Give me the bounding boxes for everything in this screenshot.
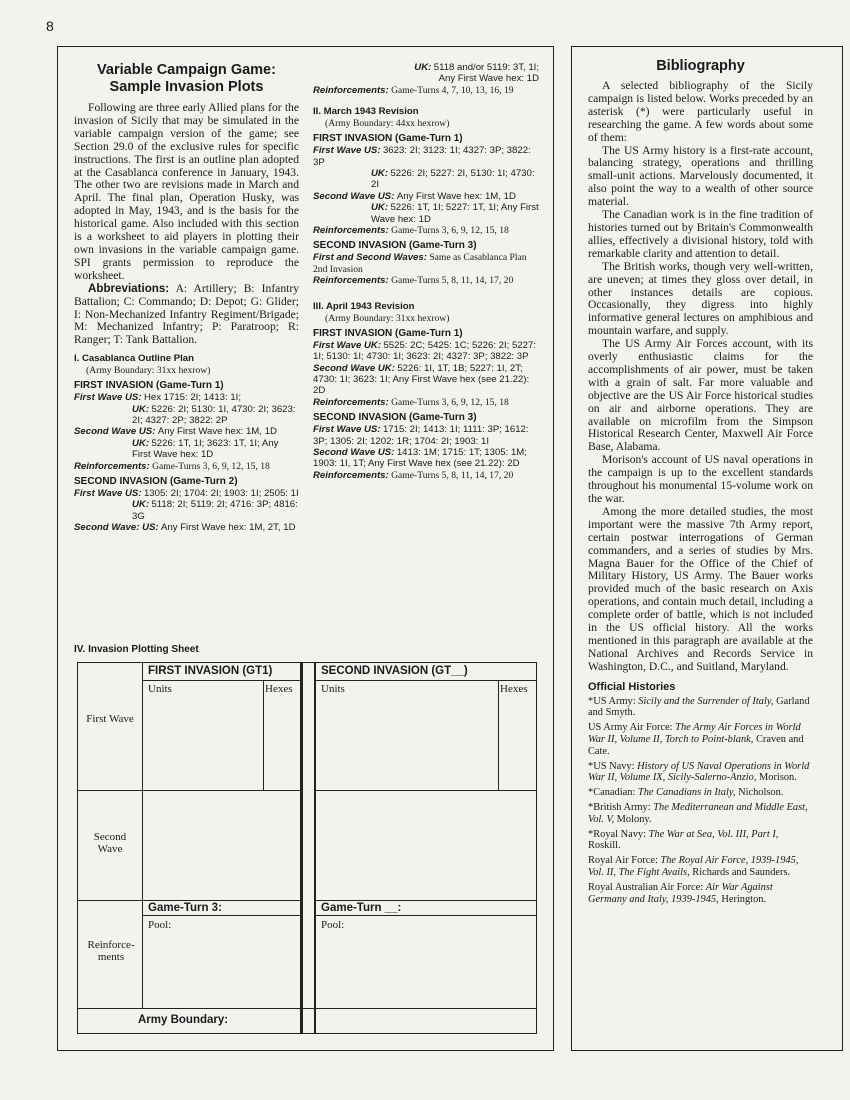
bibliography-entry: *US Army: Sicily and the Surrender of Italy, Garland and Smyth. xyxy=(588,695,810,719)
bibliography-entry: *Canadian: The Canadians in Italy, Nicholson. xyxy=(588,787,784,799)
plan1-s-fw-uk: UK: 5118: 2I; 5119: 2I; 4716: 3P; 4816: 3G xyxy=(132,499,298,522)
sheet-divider xyxy=(316,680,536,681)
sheet-divider xyxy=(314,663,316,1033)
plan1-cont-reinf: Reinforcements: Game-Turns 4, 7, 10, 13, 16, 19 xyxy=(313,84,514,96)
plan3-second-invasion: SECOND INVASION (Game-Turn 3) xyxy=(313,412,477,424)
sheet-divider xyxy=(316,900,536,901)
campaign-title: Variable Campaign Game: Sample Invasion Plots xyxy=(97,62,276,95)
plan1-s-sw: Second Wave: US: Any First Wave hex: 1M, 2T, 1D xyxy=(74,522,296,534)
plotting-sheet xyxy=(77,662,537,1034)
bibliography-entry: *Royal Navy: The War at Sea, Vol. III, Part I, Roskill. xyxy=(588,828,779,852)
plan2-s-reinforcements: Reinforcements: Game-Turns 5, 8, 11, 14, 17, 20 xyxy=(313,275,514,287)
bibliography-entry: Royal Air Force: The Royal Air Force, 1939-1945, Vol. II, The Fight Avails, Richards and Saunders. xyxy=(588,855,799,879)
units-label: Units xyxy=(148,683,172,695)
abbreviations: Abbreviations: A: Artillery; B: Infantry Battalion; C: Commando; D: Depot; G: Glider; I: Non-Mechanized Infantry Regiment/Brigade; M: Mechanized Infantry; P: Paratroop; R: Ranger; T: Tank Battalion. xyxy=(74,281,299,347)
bibliography-title: Bibliography xyxy=(656,58,745,74)
pool-label: Pool: xyxy=(321,919,345,931)
plan1-title: I. Casablanca Outline Plan xyxy=(74,353,194,365)
plan1-fw-uk: UK: 5226: 2I; 5130: 1I, 4730: 2I; 3623: 2I; 4327: 2P; 3822: 2P xyxy=(132,403,296,427)
plan1-s-fw-us: First Wave US: 1305: 2I; 1704: 2I; 1903: 1I; 2505: 1I xyxy=(74,488,299,500)
bibliography-paragraph: The British works, though very well-written, are uneven; at times they gloss over detail, in other instances details are copious. Occasionally, they digress into highly informative general lectures on amphibious and mountain warfare, and supply. xyxy=(588,259,813,338)
sheet-divider xyxy=(316,790,536,791)
page-number: 8 xyxy=(46,18,54,34)
bibliography-entry: Royal Australian Air Force: Air War Against Germany and Italy, 1939-1945, Herington. xyxy=(588,881,773,905)
units-label: Units xyxy=(321,683,345,695)
sheet-divider xyxy=(316,915,536,916)
plan1-cont-uk: UK: 5118 and/or 5119: 3T, 1I; xyxy=(414,62,539,73)
plan1-cont-uk2: Any First Wave hex: 1D xyxy=(438,73,539,85)
sheet-divider xyxy=(142,915,300,916)
plan1-reinforcements: Reinforcements: Game-Turns 3, 6, 9, 12, 15, 18 xyxy=(74,460,270,472)
sheet-divider xyxy=(78,790,300,791)
campaign-column-2 xyxy=(313,62,539,481)
reinforcements-label: Reinforce-ments xyxy=(87,939,135,963)
bibliography-paragraph: Morison's account of US naval operations in the campaign is up to the excellent standards throughout his monumental 15-volume work on the war. xyxy=(588,453,813,505)
plan3-first-invasion: FIRST INVASION (Game-Turn 1) xyxy=(313,327,463,339)
plan3-s-fw-us: First Wave US: 1715: 2I; 1413: 1I; 1111: 3P; 1612: 3P; 1305: 2I; 1202: 1R; 1704: 2I; 1903: 1I xyxy=(313,424,529,447)
bibliography-paragraph: The Canadian work is in the fine tradition of histories turned out by Britain's Commonwealth allies, effectively a divisional history, told with remarkable clarity and attention to detail. xyxy=(588,208,813,260)
plan1-first-invasion: FIRST INVASION (Game-Turn 1) xyxy=(74,380,224,392)
plan2-first-invasion: FIRST INVASION (Game-Turn 1) xyxy=(313,133,463,145)
first-wave-label: First Wave xyxy=(86,713,134,725)
sheet-divider xyxy=(78,900,300,901)
bibliography-paragraph: The US Army history is a first-rate account, balancing strategy, operations and thrilling small-unit actions. Marvelously documented, it also point the way to a wealth of other source material. xyxy=(588,143,813,209)
second-invasion-header: SECOND INVASION (GT__) xyxy=(321,665,468,677)
sheet-divider xyxy=(263,680,264,790)
pool-label: Pool: xyxy=(148,919,172,931)
plotting-sheet-title: IV. Invasion Plotting Sheet xyxy=(74,644,199,655)
plan1-fw-us: First Wave US: Hex 1715: 2I; 1413: 1I; xyxy=(74,392,242,404)
bibliography-entry: *US Navy: History of US Naval Operations in World War II, Volume IX, Sicily-Salerno-Anzio, Morison. xyxy=(588,760,810,784)
hexes-label: Hexes xyxy=(265,683,293,695)
plan1-sw-us: Second Wave US: Any First Wave hex: 1M, 1D xyxy=(74,426,277,438)
plan3-boundary: (Army Boundary: 31xx hexrow) xyxy=(325,312,450,324)
official-histories-list xyxy=(588,696,813,906)
plan2-sw-us: Second Wave US: Any First Wave hex: 1M, 1D xyxy=(313,190,516,202)
plan3-title: III. April 1943 Revision xyxy=(313,300,415,312)
sheet-divider xyxy=(142,663,143,1008)
bibliography-paragraphs xyxy=(588,80,813,674)
plan2-title: II. March 1943 Revision xyxy=(313,106,419,118)
plan3-reinforcements: Reinforcements: Game-Turns 3, 6, 9, 12, 15, 18 xyxy=(313,396,509,408)
first-invasion-header: FIRST INVASION (GT1) xyxy=(148,665,273,677)
sheet-divider xyxy=(300,663,303,1033)
bibliography-paragraph: Among the more detailed studies, the most important were the massive 7th Army report, certain postwar interrogations of German commanders, and a series of studies by Mrs. Magna Bauer for the Office of the Chief of Military History, US Army. The Bauer works provided much of the basic research on Axis operations, and contain much detail, including a complete order of battle, which is not included in the US official history. All the works mentioned in this paragraph are available at the National Archives and Records Service in Washington, D.C., and Suitland, Maryland. xyxy=(588,504,813,673)
plan1-sw-uk: UK: 5226: 1T, 1I; 3623: 1T, 1I; Any First Wave hex: 1D xyxy=(132,437,279,461)
plan2-s-waves: First and Second Waves: Same as Casablanca Plan 2nd Invasion xyxy=(313,252,527,275)
sheet-divider xyxy=(498,680,499,790)
plan3-s-sw-us: Second Wave US: 1413: 1M; 1715: 1T; 1305: 1M; 1903: 1I, 1T; Any First Wave hex (see 21.22): 2D xyxy=(313,446,527,470)
sheet-divider xyxy=(78,1008,536,1009)
plan2-reinforcements: Reinforcements: Game-Turns 3, 6, 9, 12, 15, 18 xyxy=(313,225,509,237)
plan2-fw-us: First Wave US: 3623: 2I; 3123: 1I; 4327: 3P; 3822: 3P xyxy=(313,145,531,168)
plan1-second-invasion: SECOND INVASION (Game-Turn 2) xyxy=(74,476,238,488)
gt-first-label: Game-Turn 3: xyxy=(148,902,222,914)
plan1-boundary: (Army Boundary: 31xx hexrow) xyxy=(86,365,211,377)
plan2-boundary: (Army Boundary: 44xx hexrow) xyxy=(325,118,450,130)
plan2-second-invasion: SECOND INVASION (Game-Turn 3) xyxy=(313,240,477,252)
bibliography-paragraph: The US Army Air Forces account, with its overly enthusiastic claims for the accomplishments of air power, must be taken with a grain of salt. Far more valuable and objective are the US Air Force historical studies on air and airborne operations. They are available on microfilm from the Simpson Historical Research Center, Maxwell Air Force Base, Alabama. xyxy=(588,337,813,454)
bibliography-entry: *British Army: The Mediterranean and Middle East, Vol. V, Molony. xyxy=(588,802,808,825)
plan2-fw-uk: UK: 5226: 2I; 5227: 2I, 5130: 1I; 4730: 2I xyxy=(371,168,535,191)
campaign-intro: Following are three early Allied plans for the invasion of Sicily that may be simulated in the variable campaign version of the game; see Section 29.0 of the exclusive rules for specific instructions. The first is an outline plan adopted at the Casablanca conference in January, 1943. The other two are revisions made in March and April. The final plan, Operation Husky, was adopted in May, 1943, and is the basis for the historical game. Also included with this section is a worksheet to aid players in plotting their own invasions in the variable campaign game. SPI grants permission to reproduce the worksheet. xyxy=(74,101,299,282)
campaign-column-1 xyxy=(74,62,299,534)
bibliography-paragraph: A selected bibliography of the Sicily campaign is listed below. Works preceded by an asterisk (*) were particularly useful in researching the game. A few words about some of them: xyxy=(588,79,813,144)
plan3-fw-uk: First Wave UK: 5525: 2C; 5425: 1C; 5226: 2I; 5227: 1I; 5130: 1I; 4730: 1I; 3623: 2I; 4327: 3P; 3822: 3P xyxy=(313,339,537,363)
plan3-s-reinforcements: Reinforcements: Game-Turns 5, 8, 11, 14, 17, 20 xyxy=(313,469,514,481)
army-boundary-label: Army Boundary: xyxy=(138,1014,229,1026)
gt-second-label: Game-Turn __: xyxy=(321,902,402,914)
plan3-sw-uk: Second Wave UK: 5226: 1I, 1T, 1B; 5227: 1I, 2T; 4730: 1I; 3623: 1I; Any First Wave hex (see 21.22): 2D xyxy=(313,362,530,397)
bibliography-column xyxy=(588,58,813,908)
sheet-divider xyxy=(142,680,300,681)
second-wave-label: Second Wave xyxy=(93,831,127,855)
bibliography-entry: US Army Air Force: The Army Air Forces in World War II, Volume II, Torch to Point-blank, Craven and Cate. xyxy=(588,722,804,757)
official-histories-title: Official Histories xyxy=(588,680,676,693)
hexes-label: Hexes xyxy=(500,683,528,695)
plan2-sw-uk: UK: 5226: 1T, 1I; 5227: 1T, 1I; Any First Wave hex: 1D xyxy=(371,202,539,225)
